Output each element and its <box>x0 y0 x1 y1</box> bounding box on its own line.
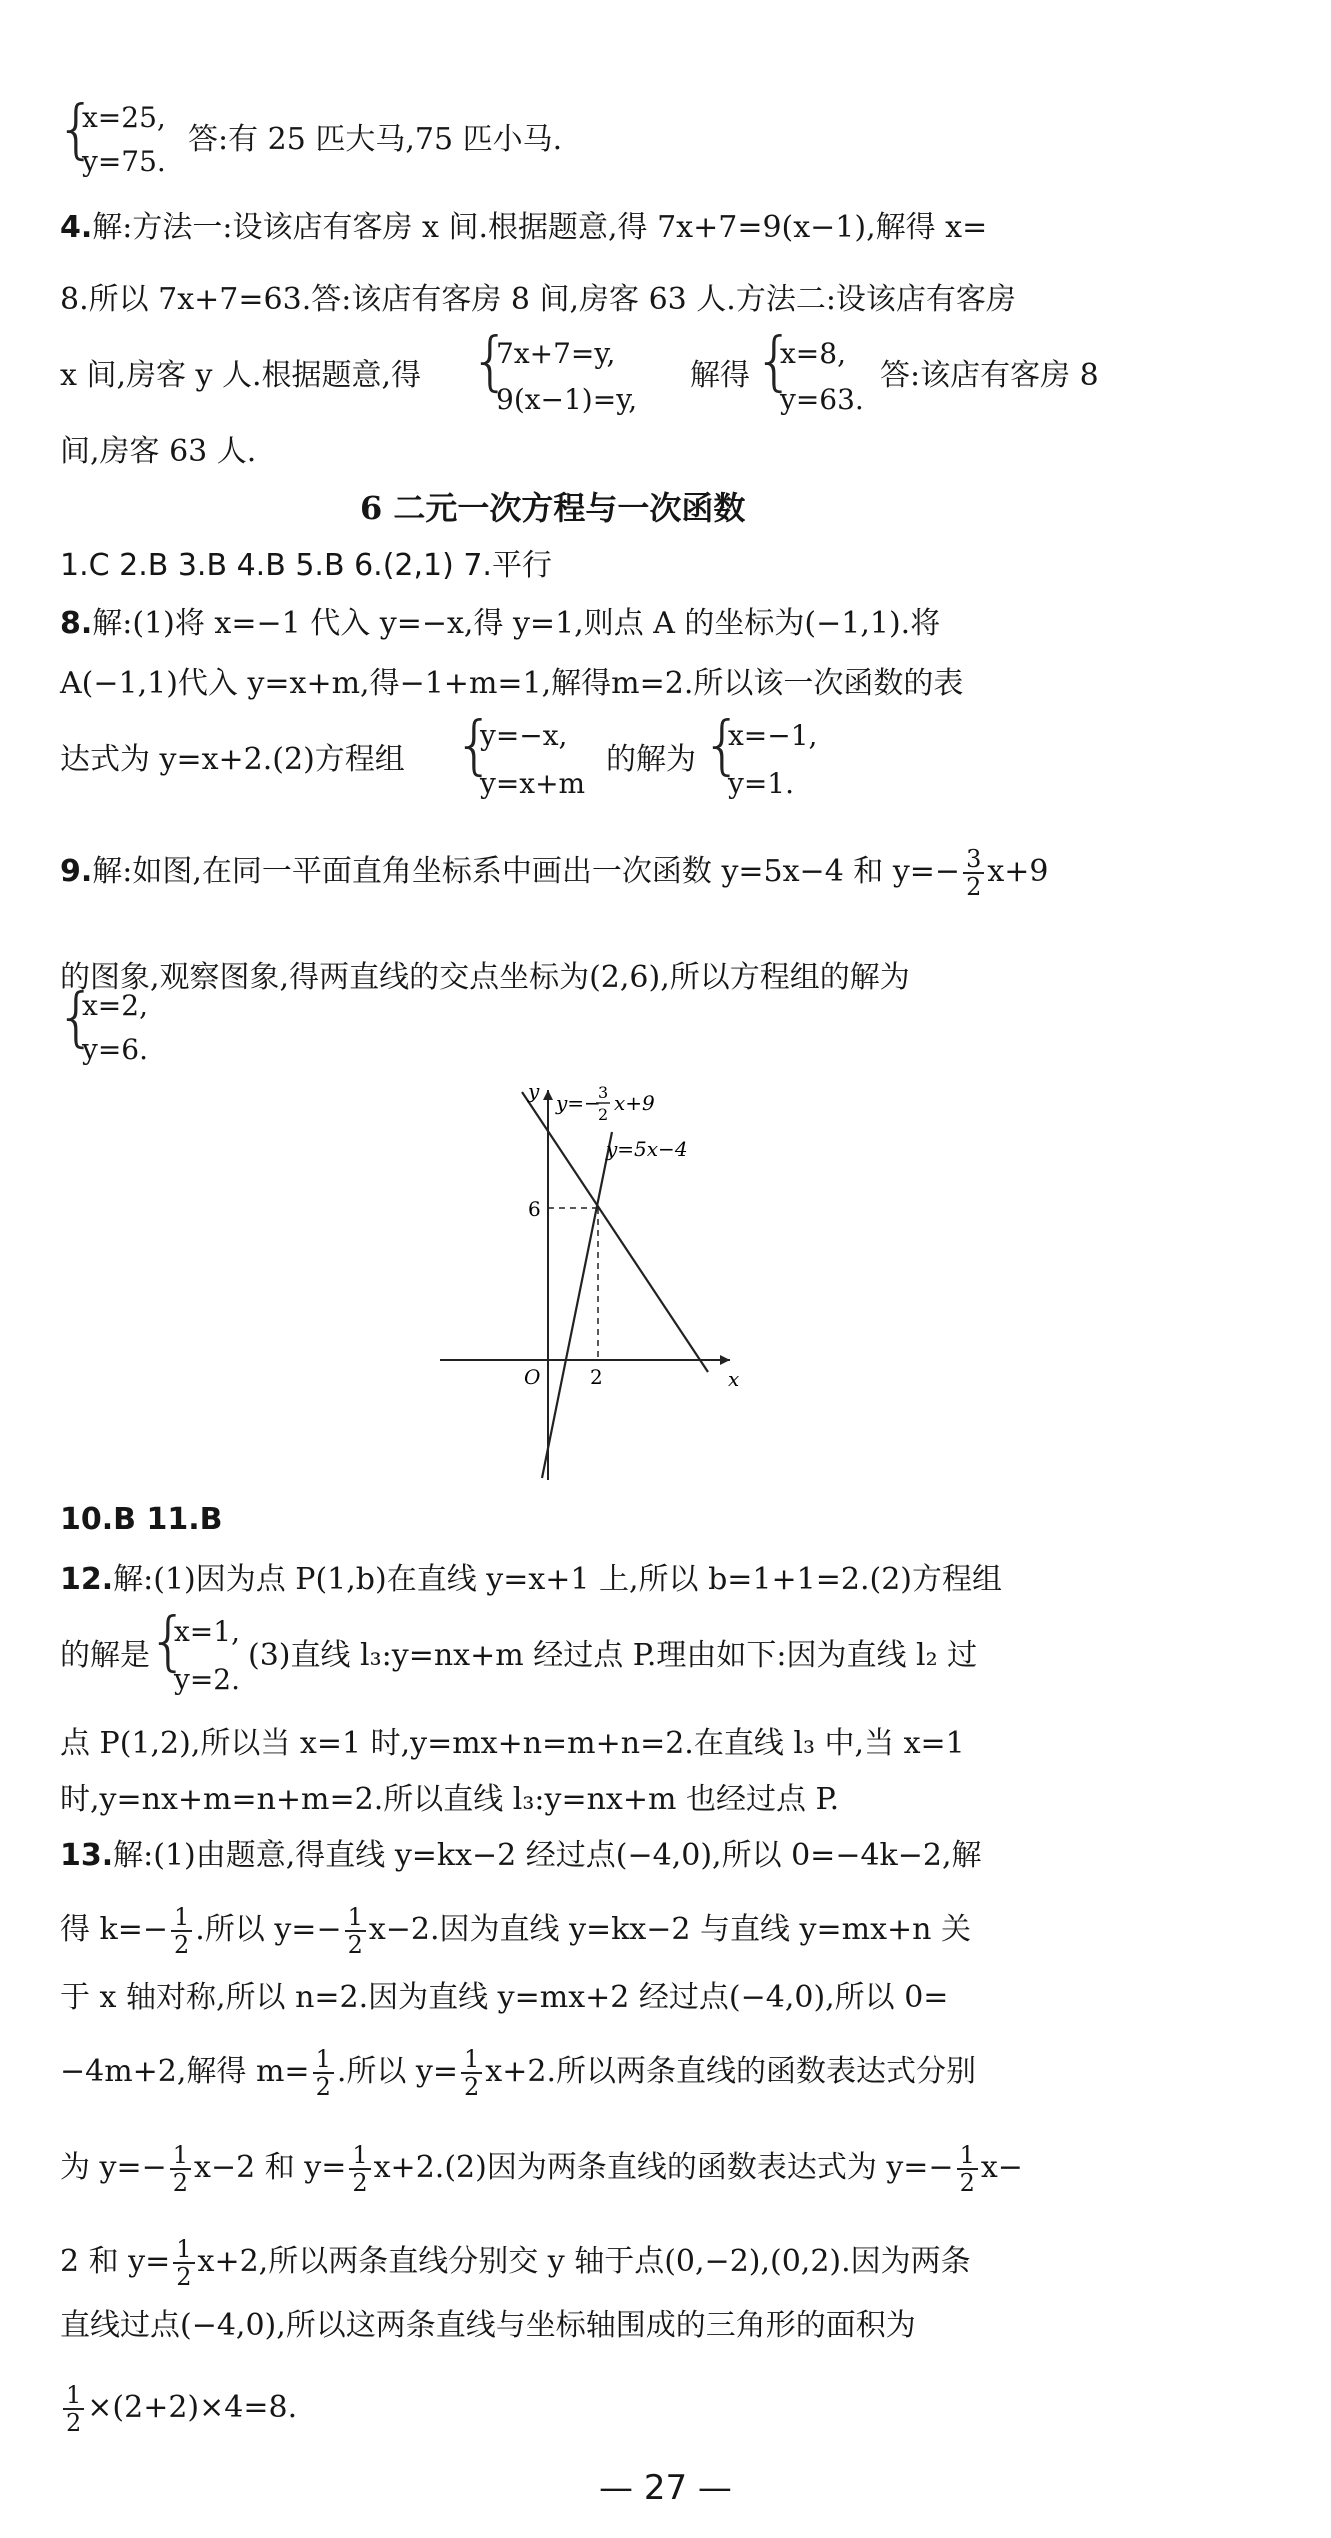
question-number: 12. <box>60 1562 114 1597</box>
q13-line-8: $\frac{1}{2}$ ×(2+2)×4=8. <box>60 2382 1111 2436</box>
q4-text-1: 解:方法一:设该店有客房 x 间.根据题意,得 7x+7=9(x−1),解得 x= <box>92 210 988 245</box>
brace: { <box>56 981 97 1055</box>
q13-line-3: 于 x 轴对称,所以 n=2.因为直线 y=mx+2 经过点(−4,0),所以 0= <box>60 1980 949 2015</box>
q13-line-1 <box>60 1836 1111 1876</box>
fraction: $\frac{1}{2}$ <box>345 1904 366 1958</box>
system-eq-2: y=75. <box>82 145 166 178</box>
x-axis-arrow <box>720 1355 730 1365</box>
q4-eq-b: 9(x−1)=y, <box>496 383 638 416</box>
q4-sol-a: x=8, <box>780 337 846 370</box>
q8-line-1 <box>60 604 1111 644</box>
fraction: $\frac{1}{2}$ <box>171 1904 192 1958</box>
q4-line-3-mid: 解得 <box>690 358 750 393</box>
brace: { <box>470 325 511 399</box>
q4-line-2: 8.所以 7x+7=63.答:该店有客房 8 间,房客 63 人.方法二:设该店有客房 <box>60 282 1016 317</box>
q9-text-1b: x+9 <box>987 854 1049 889</box>
question-number: 13. <box>60 1838 114 1873</box>
q12-sol-b: y=2. <box>174 1663 240 1696</box>
q13-line-6: 2 和 y= $\frac{1}{2}$ x+2,所以两条直线分别交 y 轴于点(0,−2),(0,2).因为两条 <box>60 2235 971 2291</box>
question-number: 8. <box>60 606 93 641</box>
y-axis-label: y <box>528 1080 540 1103</box>
answer-text: 答:有 25 匹大马,75 匹小马. <box>188 122 563 157</box>
q13-line-4: −4m+2,解得 m= $\frac{1}{2}$ .所以 y= $\frac{1}{2}$ x+2.所以两条直线的函数表达式分别 <box>60 2045 976 2101</box>
q12-line-3: 点 P(1,2),所以当 x=1 时,y=mx+n=m+n=2.在直线 l₃ 中,当 x=1 <box>60 1726 965 1761</box>
q9-line-1 <box>60 846 1111 900</box>
y-axis-arrow <box>543 1090 553 1100</box>
q8-line-3-mid: 的解为 <box>606 742 696 777</box>
q8-eq-a: y=−x, <box>480 719 568 752</box>
question-number: 4. <box>60 210 93 245</box>
line-y-5x-minus-4 <box>542 1132 612 1478</box>
mc-answers: 1.C 2.B 3.B 4.B 5.B 6.(2,1) 7.平行 <box>60 548 552 583</box>
fraction: $\frac{1}{2}$ <box>170 2142 191 2196</box>
section-title: 6 二元一次方程与一次函数 <box>360 489 746 527</box>
q13-line-2: 得 k=− $\frac{1}{2}$ .所以 y=− $\frac{1}{2}$ x−2.因为直线 y=kx−2 与直线 y=mx+n 关 <box>60 1903 971 1959</box>
page-number: — 27 — <box>599 2468 732 2508</box>
q12-sol-a: x=1, <box>174 1615 240 1648</box>
q8-eq-b: y=x+m <box>480 767 586 800</box>
q12-line-2-pre: 的解是 <box>60 1638 150 1673</box>
brace: { <box>454 709 495 783</box>
brace: { <box>148 1605 189 1679</box>
q4-line-3-pre: x 间,房客 y 人.根据题意,得 <box>60 358 422 393</box>
line-y-neg-1.5x-plus-9 <box>522 1092 708 1372</box>
q8-text-1: 解:(1)将 x=−1 代入 y=−x,得 y=1,则点 A 的坐标为(−1,1).将 <box>92 606 941 641</box>
q8-sol-a: x=−1, <box>728 719 818 752</box>
graph-label-line1: y=− <box>556 1091 601 1115</box>
q12-line-1 <box>60 1560 1111 1600</box>
q4-eq-a: 7x+7=y, <box>496 337 616 370</box>
question-number: 9. <box>60 854 93 889</box>
brace: { <box>754 325 795 399</box>
q12-line-2-post: (3)直线 l₃:y=nx+m 经过点 P.理由如下:因为直线 l₂ 过 <box>248 1638 978 1673</box>
x-axis-label: x <box>728 1367 740 1391</box>
q4-sol-b: y=63. <box>780 383 864 416</box>
brace: { <box>56 93 97 167</box>
fraction: $\frac{1}{2}$ <box>349 2142 370 2196</box>
fraction: $\frac{1}{2}$ <box>173 2236 194 2290</box>
q13-line-7: 直线过点(−4,0),所以这两条直线与坐标轴围成的三角形的面积为 <box>60 2308 916 2343</box>
q13-text-1: 解:(1)由题意,得直线 y=kx−2 经过点(−4,0),所以 0=−4k−2,解 <box>113 1838 982 1873</box>
fraction: $\frac{1}{2}$ <box>313 2046 334 2100</box>
q4-line-1 <box>60 208 1111 248</box>
q8-line-2: A(−1,1)代入 y=x+m,得−1+m=1,解得m=2.所以该一次函数的表 <box>60 666 964 701</box>
q8-line-3-pre: 达式为 y=x+2.(2)方程组 <box>60 742 405 777</box>
q13-line-5: 为 y=− $\frac{1}{2}$ x−2 和 y= $\frac{1}{2}$ x+2.(2)因为两条直线的函数表达式为 y=− $\frac{1}{2}$ x− <box>60 2141 1023 2197</box>
q8-sol-b: y=1. <box>728 767 794 800</box>
graph-label-frac-n: 3 <box>598 1083 609 1102</box>
fraction: $\frac{1}{2}$ <box>63 2382 84 2436</box>
q9-line-2: 的图象,观察图象,得两直线的交点坐标为(2,6),所以方程组的解为 <box>60 960 910 995</box>
fraction: $\frac{1}{2}$ <box>957 2142 978 2196</box>
q10-11-answers: 10.B 11.B <box>60 1502 223 1537</box>
q12-text-1: 解:(1)因为点 P(1,b)在直线 y=x+1 上,所以 b=1+1=2.(2)方程组 <box>113 1562 1002 1597</box>
brace: { <box>702 709 743 783</box>
graph-label-frac-d: 2 <box>598 1105 609 1124</box>
q4-line-3-post: 答:该店有客房 8 <box>880 358 1099 393</box>
q9-text-1: 解:如图,在同一平面直角坐标系中画出一次函数 y=5x−4 和 y=− <box>92 854 961 889</box>
function-graph <box>430 1080 750 1490</box>
q4-line-4: 间,房客 63 人. <box>60 434 257 469</box>
system-eq-1: x=25, <box>82 101 166 134</box>
x-tick-2: 2 <box>590 1365 603 1389</box>
q9-sol-a: x=2, <box>82 989 148 1022</box>
graph-label-line2: y=5x−4 <box>606 1137 688 1161</box>
origin-label: O <box>524 1365 541 1389</box>
y-tick-6: 6 <box>528 1197 541 1221</box>
q12-line-4: 时,y=nx+m=n+m=2.所以直线 l₃:y=nx+m 也经过点 P. <box>60 1782 840 1817</box>
q9-sol-b: y=6. <box>82 1033 148 1066</box>
fraction: $\frac{1}{2}$ <box>461 2046 482 2100</box>
graph-label-line1-post: x+9 <box>614 1091 655 1115</box>
fraction: $\frac{3}{2}$ <box>963 846 984 900</box>
